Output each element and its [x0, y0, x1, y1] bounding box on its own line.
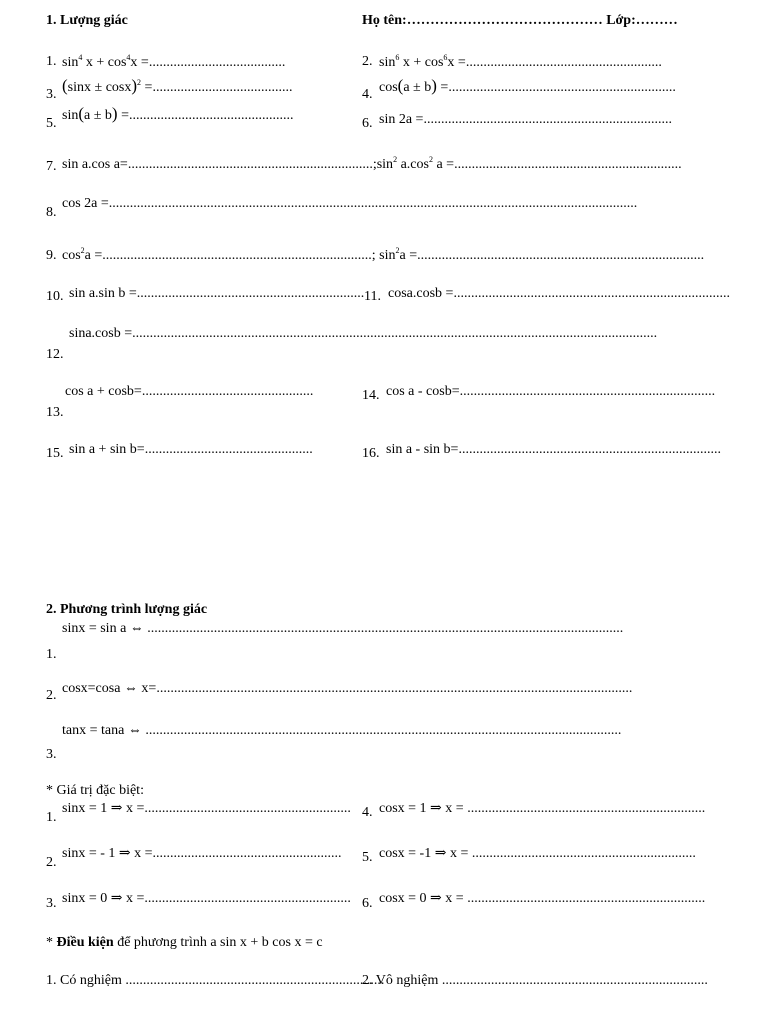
- formula: sin a.cos $a=......................................................................;\sin^2$ $a.\cos^2$ a =.................................................................: [62, 155, 682, 172]
- item-number: 16.: [362, 446, 380, 461]
- answer-blank[interactable]: ........................................................................................................................................: [156, 681, 633, 696]
- item-number: 2.: [46, 855, 57, 870]
- formula: sina.cosb =......................................................................................................................................................: [69, 326, 658, 341]
- item-number: 6.: [362, 896, 373, 911]
- formula: cosa.cosb =...............................................................................: [388, 286, 730, 301]
- section-title: 2. Phương trình lượng giác: [46, 602, 208, 617]
- item-number: 9.: [46, 248, 57, 263]
- item-number: 7.: [46, 159, 57, 174]
- condition-option-1: 1. Có nghiệm ..........................................................................: [46, 973, 385, 988]
- answer-blank[interactable]: ........................................................................................................................................: [147, 621, 624, 636]
- formula: sin a - sin b=...........................................................................: [386, 442, 721, 457]
- condition-heading: * Điều kiện để phương trình a sin x + b cos x = c: [46, 935, 323, 950]
- name-class-field[interactable]: Họ tên:…………………………………… Lớp:………: [362, 13, 678, 28]
- answer-blank[interactable]: ................................................: [144, 442, 313, 457]
- formula: sin a.sin b =.................................................................: [69, 286, 365, 301]
- answer-blank[interactable]: .......................................................................................................................................................: [108, 196, 638, 211]
- answer-blank[interactable]: .......................................: [148, 55, 286, 70]
- formula: cos 2a =.......................................................................................................................................................: [62, 196, 638, 211]
- item-number: 4.: [362, 805, 373, 820]
- answer-blank[interactable]: ...........................................................: [144, 891, 351, 906]
- formula: cos a + cosb=.................................................: [65, 384, 314, 399]
- formula: a sin x + b cos x = c: [210, 935, 323, 950]
- answer-blank[interactable]: ............................................................................: [441, 973, 708, 988]
- formula: cosx=cosa ⇔ x=........................................................................................................................................: [62, 681, 633, 696]
- condition-option-2: 2. Vô nghiệm ............................................................................: [362, 973, 708, 988]
- answer-blank[interactable]: ........................................................................................................................................: [145, 723, 622, 738]
- answer-blank[interactable]: ........................................: [152, 80, 293, 95]
- formula: cosx = -1 ⇒ x = ................................................................: [379, 846, 696, 861]
- item-number: 2.: [362, 54, 373, 69]
- item-number: 4.: [362, 87, 373, 102]
- item-number: 13.: [46, 405, 64, 420]
- formula: sin a + sin b=................................................: [69, 442, 313, 457]
- formula: $\sin^4 x + \cos^4x$ =.......................................: [62, 53, 286, 70]
- item-number: 15.: [46, 446, 64, 461]
- answer-blank[interactable]: .............................................................................;: [102, 248, 376, 263]
- answer-blank[interactable]: ...........................................................: [144, 801, 351, 816]
- formula: sinx = - 1 ⇒ x =......................................................: [62, 846, 342, 861]
- item-number: 8.: [46, 205, 57, 220]
- answer-blank[interactable]: ......................................................................;: [127, 157, 377, 172]
- answer-blank[interactable]: .................................................................: [448, 80, 676, 95]
- formula: $\cos^2a$ =.............................................................................; $\sin^2a$ =..................................................................................: [62, 246, 705, 263]
- formula: cos(a ± b) =.................................................................: [379, 76, 676, 95]
- item-number: 5.: [362, 850, 373, 865]
- formula: cosx = 1 ⇒ x = ....................................................................: [379, 801, 706, 816]
- answer-blank[interactable]: ...............................................: [129, 108, 294, 123]
- answer-blank[interactable]: ........................................................: [465, 55, 662, 70]
- answer-blank[interactable]: ......................................................: [152, 846, 342, 861]
- formula: $(\sin x \pm \cos x)^2$ =........................................: [62, 76, 293, 95]
- item-number: 3.: [46, 87, 57, 102]
- answer-blank[interactable]: .........................................................................: [459, 384, 716, 399]
- item-number: 1.: [46, 54, 57, 69]
- answer-blank[interactable]: ......................................................................................................................................................: [132, 326, 658, 341]
- item-number: 2.: [46, 688, 57, 703]
- answer-blank[interactable]: .................................................: [141, 384, 314, 399]
- answer-blank[interactable]: ....................................................................: [467, 801, 706, 816]
- formula: tanx = tana ⇔ ........................................................................................................................................: [62, 723, 622, 738]
- item-number: 1.: [46, 647, 57, 662]
- formula: sinx = 0 ⇒ x =...........................................................: [62, 891, 351, 906]
- item-number: 11.: [364, 289, 381, 304]
- answer-blank[interactable]: .................................................................: [454, 157, 682, 172]
- answer-blank[interactable]: ..........................................................................: [125, 973, 385, 988]
- formula: cosx = 0 ⇒ x = ....................................................................: [379, 891, 706, 906]
- item-number: 5.: [46, 116, 57, 131]
- item-number: 3.: [46, 747, 57, 762]
- formula: sin(a ± b) =...............................................: [62, 104, 294, 123]
- item-number: 1.: [46, 810, 57, 825]
- formula: $\sin^6 x + \cos^6x$ =........................................................: [379, 53, 662, 70]
- answer-blank[interactable]: .......................................................................: [423, 112, 672, 127]
- formula: sinx = sin a ⇔ ........................................................................................................................................: [62, 621, 624, 636]
- item-number: 10.: [46, 289, 64, 304]
- answer-blank[interactable]: ..................................................................................: [417, 248, 705, 263]
- item-number: 12.: [46, 347, 64, 362]
- answer-blank[interactable]: ...........................................................................: [458, 442, 721, 457]
- answer-blank[interactable]: ................................................................: [471, 846, 696, 861]
- answer-blank[interactable]: ...............................................................................: [453, 286, 730, 301]
- subsection-title: * Giá trị đặc biệt:: [46, 783, 144, 798]
- formula: cos a - cosb=.........................................................................: [386, 384, 716, 399]
- formula: sinx = 1 ⇒ x =...........................................................: [62, 801, 351, 816]
- item-number: 3.: [46, 896, 57, 911]
- answer-blank[interactable]: ....................................................................: [467, 891, 706, 906]
- answer-blank[interactable]: .................................................................: [136, 286, 365, 301]
- item-number: 14.: [362, 388, 380, 403]
- item-number: 6.: [362, 116, 373, 131]
- formula: sin 2a =.......................................................................: [379, 112, 672, 127]
- section-title: 1. Lượng giác: [46, 13, 128, 28]
